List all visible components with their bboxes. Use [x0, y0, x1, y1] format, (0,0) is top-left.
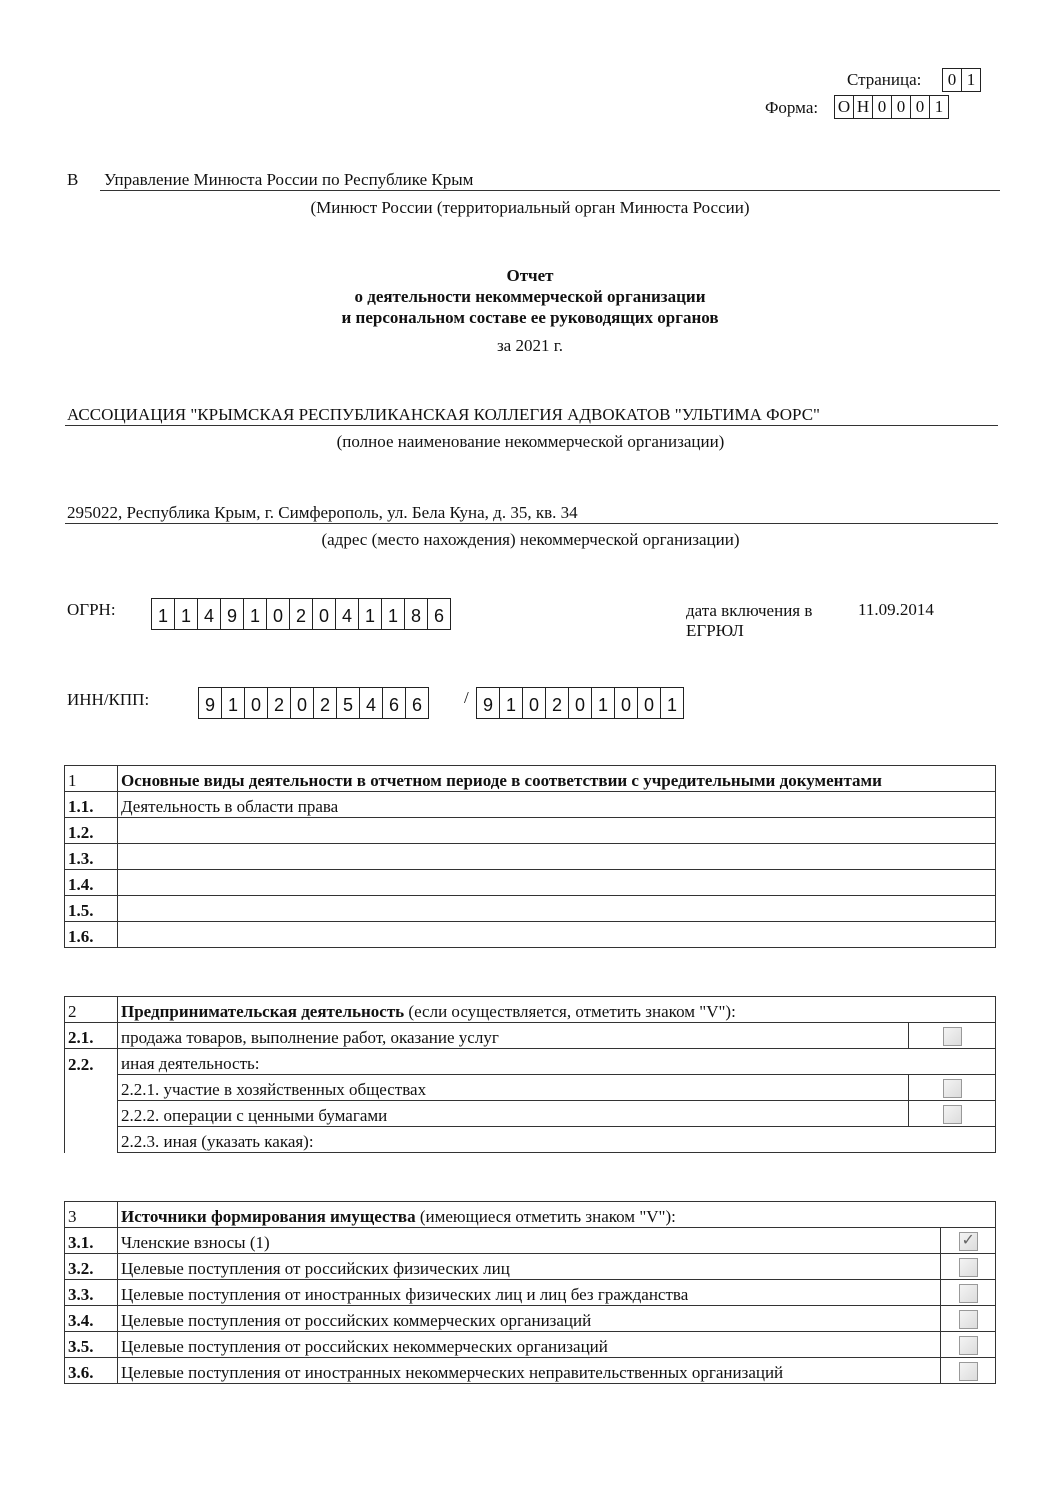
- section3-title-bold: Источники формирования имущества: [121, 1207, 416, 1226]
- row-num: 3.4.: [65, 1306, 118, 1332]
- table-row: [65, 792, 996, 818]
- kpp-digit: 0: [523, 688, 546, 718]
- checkbox-cell: [941, 1332, 996, 1358]
- table-row: [65, 1358, 996, 1384]
- form-digit: 1: [934, 97, 944, 116]
- inn-digit: 0: [245, 688, 268, 718]
- checkbox-sales[interactable]: [943, 1027, 962, 1046]
- inn-digit: 6: [411, 695, 422, 715]
- row-text: продажа товаров, выполнение работ, оказание услуг: [118, 1023, 909, 1049]
- section2-title-bold: Предпринимательская деятельность: [121, 1002, 405, 1021]
- inn-digit: 1: [222, 688, 245, 718]
- row-num: 3.5.: [65, 1332, 118, 1358]
- kpp-digit: 2: [546, 688, 569, 718]
- kpp-digit: 1: [592, 688, 615, 718]
- table-row: [65, 1254, 996, 1280]
- ogrn-digit: 1: [244, 599, 267, 629]
- form-label: Форма:: [765, 98, 819, 117]
- kpp-digit: 0: [569, 688, 592, 718]
- inn-digit: 4: [360, 688, 383, 718]
- inn-digit: 6: [383, 688, 406, 718]
- page-label: Страница:: [847, 70, 922, 89]
- row-text[interactable]: [118, 844, 996, 870]
- section2-title-rest: (если осуществляется, отметить знаком "V"):: [404, 1002, 736, 1021]
- checkbox-membership-fees[interactable]: [959, 1232, 978, 1251]
- table-row: [65, 896, 996, 922]
- ogrn-digit: 9: [221, 599, 244, 629]
- checkbox-ru-commercial[interactable]: [959, 1310, 978, 1329]
- org-address-caption: (адрес (место нахождения) некоммерческой организации): [321, 530, 740, 549]
- ogrn-digit: 4: [198, 599, 221, 629]
- ogrn-digit: 1: [359, 599, 382, 629]
- ogrn-boxes: [151, 598, 451, 630]
- checkbox-cell: [941, 1280, 996, 1306]
- org-name: АССОЦИАЦИЯ "КРЫМСКАЯ РЕСПУБЛИКАНСКАЯ КОЛЛЕГИЯ АДВОКАТОВ "УЛЬТИМА ФОРС": [65, 405, 998, 426]
- ogrn-digit: 6: [433, 606, 444, 626]
- row-text[interactable]: Деятельность в области права: [118, 792, 996, 818]
- ogrn-digit: 1: [175, 599, 198, 629]
- row-num: 3.6.: [65, 1358, 118, 1384]
- form-digit: О: [835, 96, 854, 118]
- checkbox-cell: [909, 1101, 996, 1127]
- table-row: [65, 1023, 996, 1049]
- checkbox-cell: [941, 1254, 996, 1280]
- report-title-line3: и персональном составе ее руководящих органов: [341, 308, 719, 327]
- ogrn-digit: 0: [267, 599, 290, 629]
- kpp-boxes: [476, 687, 684, 719]
- form-digit: 0: [892, 96, 911, 118]
- row-num: 3.1.: [65, 1228, 118, 1254]
- ogrn-digit: 4: [336, 599, 359, 629]
- spacer-cell: [65, 1101, 118, 1127]
- section2-title: [118, 997, 996, 1023]
- row-text: Целевые поступления от иностранных физических лиц и лиц без гражданства: [118, 1280, 941, 1306]
- row-text: 2.2.1. участие в хозяйственных обществах: [118, 1075, 909, 1101]
- section1-num: 1: [65, 766, 118, 792]
- report-title: Отчет: [506, 266, 554, 285]
- row-num: 2.2.: [65, 1049, 118, 1075]
- page-digit: 1: [966, 70, 976, 89]
- row-text[interactable]: [118, 870, 996, 896]
- ogrn-digit: 1: [382, 599, 405, 629]
- ogrn-digit: 8: [405, 599, 428, 629]
- page-digit: 0: [943, 69, 962, 91]
- spacer-cell: [65, 1075, 118, 1101]
- section3-title-rest: (имеющиеся отметить знаком "V"):: [415, 1207, 676, 1226]
- checkbox-foreign-ngo[interactable]: [959, 1362, 978, 1381]
- row-num: 2.1.: [65, 1023, 118, 1049]
- ogrn-digit: 2: [290, 599, 313, 629]
- checkbox-ru-noncommercial[interactable]: [959, 1336, 978, 1355]
- section2-header-row: [65, 997, 996, 1023]
- ogrn-digit: 0: [313, 599, 336, 629]
- table-row: [65, 1332, 996, 1358]
- table-row: [65, 870, 996, 896]
- ogrn-label: ОГРН:: [67, 600, 116, 619]
- checkbox-cell: [909, 1075, 996, 1101]
- inn-digit: 0: [291, 688, 314, 718]
- section2-num: 2: [65, 997, 118, 1023]
- kpp-digit: 9: [477, 688, 500, 718]
- row-text: Членские взносы (1): [118, 1228, 941, 1254]
- row-text: Целевые поступления от российских некоммерческих организаций: [118, 1332, 941, 1358]
- row-text: 2.2.2. операции с ценными бумагами: [118, 1101, 909, 1127]
- inn-digit: 5: [337, 688, 360, 718]
- row-text: Целевые поступления от российских коммерческих организаций: [118, 1306, 941, 1332]
- inn-digit: 9: [199, 688, 222, 718]
- org-address: 295022, Республика Крым, г. Симферополь, ул. Бела Куна, д. 35, кв. 34: [65, 503, 998, 524]
- table-row: [65, 1049, 996, 1075]
- table-row: [65, 922, 996, 948]
- egrul-date: 11.09.2014: [858, 600, 934, 619]
- checkbox-business-entities[interactable]: [943, 1079, 962, 1098]
- inn-kpp-separator: /: [464, 688, 469, 707]
- egrul-date-label-2: ЕГРЮЛ: [686, 621, 744, 640]
- section1-table: [64, 765, 996, 948]
- table-row: [65, 1306, 996, 1332]
- inn-kpp-label: ИНН/КПП:: [67, 690, 150, 709]
- section3-num: 3: [65, 1202, 118, 1228]
- checkbox-cell: [941, 1228, 996, 1254]
- kpp-digit: 0: [638, 688, 661, 718]
- row-num: 1.6.: [65, 922, 118, 948]
- page-number-boxes: [942, 68, 981, 92]
- section1-title: Основные виды деятельности в отчетном периоде в соответствии с учредительными документами: [118, 766, 996, 792]
- row-num: 3.3.: [65, 1280, 118, 1306]
- checkbox-ru-individuals[interactable]: [959, 1258, 978, 1277]
- row-text: Целевые поступления от иностранных некоммерческих неправительственных организаций: [118, 1358, 941, 1384]
- row-num: 1.2.: [65, 818, 118, 844]
- form-code-boxes: [834, 95, 949, 119]
- org-name-caption: (полное наименование некоммерческой организации): [336, 432, 725, 451]
- section1-header-row: [65, 766, 996, 792]
- checkbox-securities[interactable]: [943, 1105, 962, 1124]
- checkbox-cell: [909, 1023, 996, 1049]
- row-text: Целевые поступления от российских физических лиц: [118, 1254, 941, 1280]
- row-num: 1.3.: [65, 844, 118, 870]
- table-row: [65, 1228, 996, 1254]
- section2-table: [64, 996, 996, 1153]
- row-num: 1.5.: [65, 896, 118, 922]
- section3-header-row: [65, 1202, 996, 1228]
- table-row: [65, 844, 996, 870]
- row-text[interactable]: 2.2.3. иная (указать какая):: [118, 1127, 996, 1153]
- table-row: [65, 818, 996, 844]
- row-num: 1.1.: [65, 792, 118, 818]
- form-digit: Н: [854, 96, 873, 118]
- section3-title: [118, 1202, 996, 1228]
- row-text[interactable]: [118, 818, 996, 844]
- kpp-digit: 1: [666, 695, 677, 715]
- row-text: иная деятельность:: [118, 1049, 996, 1075]
- checkbox-cell: [941, 1358, 996, 1384]
- table-row: [65, 1101, 996, 1127]
- checkbox-cell: [941, 1306, 996, 1332]
- recipient-caption: (Минюст России (территориальный орган Минюста России): [310, 198, 750, 217]
- kpp-digit: 1: [500, 688, 523, 718]
- inn-boxes: [198, 687, 429, 719]
- ogrn-digit: 1: [152, 599, 175, 629]
- inn-digit: 2: [268, 688, 291, 718]
- recipient-name: Управление Минюста России по Республике Крым: [100, 170, 1000, 191]
- report-period: за 2021 г.: [496, 336, 564, 355]
- table-row: [65, 1127, 996, 1153]
- egrul-date-label: дата включения в: [686, 601, 813, 620]
- form-digit: 0: [873, 96, 892, 118]
- checkbox-foreign-individuals[interactable]: [959, 1284, 978, 1303]
- table-row: [65, 1280, 996, 1306]
- spacer-cell: [65, 1127, 118, 1153]
- section3-table: [64, 1201, 996, 1384]
- table-row: [65, 1075, 996, 1101]
- report-title-line2: о деятельности некоммерческой организации: [354, 287, 706, 306]
- checkmark-icon: ✓: [961, 1230, 975, 1249]
- inn-digit: 2: [314, 688, 337, 718]
- row-text[interactable]: [118, 896, 996, 922]
- row-text[interactable]: [118, 922, 996, 948]
- recipient-prefix: В: [67, 170, 79, 189]
- row-num: 1.4.: [65, 870, 118, 896]
- form-digit: 0: [911, 96, 930, 118]
- row-num: 3.2.: [65, 1254, 118, 1280]
- kpp-digit: 0: [615, 688, 638, 718]
